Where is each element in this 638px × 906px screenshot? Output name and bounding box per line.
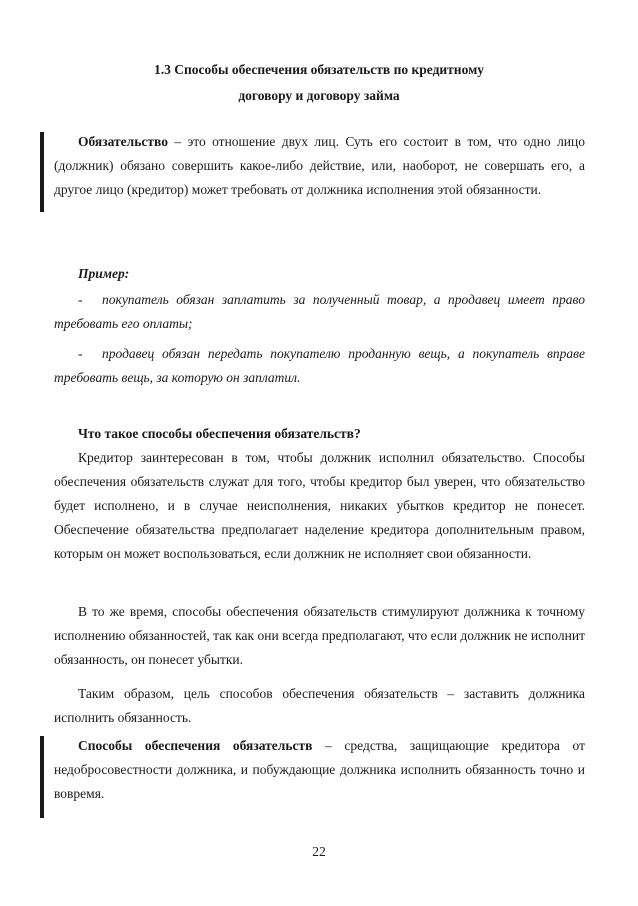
margin-bar-definition-2 <box>40 736 44 818</box>
security-methods-definition <box>54 734 585 806</box>
example-item-2 <box>54 342 585 390</box>
question-title: Что такое способы обеспечения обязательств? <box>78 426 361 441</box>
section-heading <box>54 58 584 108</box>
security-methods-text: – средства, защищающие кредитора от недобросовестности должника, и побуждающие должника исполнить обязанность точно и вовремя. <box>54 738 585 801</box>
obligation-term: Обязательство <box>78 134 168 149</box>
question-paragraph-3: Таким образом, цель способов обеспечения обязательств – заставить должника исполнить обязанность. <box>54 686 585 725</box>
obligation-definition <box>54 130 585 202</box>
example-item-1 <box>54 288 585 336</box>
example-dash-1: - <box>78 292 83 307</box>
example-text-1: покупатель обязан заплатить за полученный товар, а продавец имеет право требовать его оплаты; <box>54 292 585 331</box>
obligation-text: – это отношение двух лиц. Суть его состоит в том, что одно лицо (должник) обязано совершить какое-либо действие, или, наоборот, не совершать его, а другое лицо (кредитор) может требовать от должника исполнения этой обязанности. <box>54 134 585 197</box>
question-paragraph-1: Кредитор заинтересован в том, чтобы должник исполнил обязательство. Способы обеспечения обязательств служат для того, чтобы кредитор был уверен, что обязательство будет исполнено, и в случае неисполнения, никаких убытков кредитор не понесет. Обеспечение обязательства предполагает наделение кредитора дополнительным правом, которым он может воспользоваться, если должник не исполняет свои обязанности. <box>54 450 585 561</box>
section-heading-line-2: договору и договору займа <box>238 88 400 103</box>
page-number: 22 <box>312 844 326 859</box>
example-text-2: продавец обязан передать покупателю проданную вещь, а покупатель вправе требовать вещь, за которую он заплатил. <box>54 346 585 385</box>
security-methods-term: Способы обеспечения обязательств <box>78 738 313 753</box>
section-heading-line-1: 1.3 Способы обеспечения обязательств по кредитному <box>153 62 485 77</box>
margin-bar-definition <box>40 132 44 212</box>
example-dash-2: - <box>78 346 83 361</box>
example-label: Пример: <box>78 266 130 281</box>
question-paragraph-2: В то же время, способы обеспечения обязательств стимулируют должника к точному исполнению обязанностей, так как они всегда предполагают, что если должник не исполнит обязанность, он понесет убытки. <box>54 604 585 667</box>
